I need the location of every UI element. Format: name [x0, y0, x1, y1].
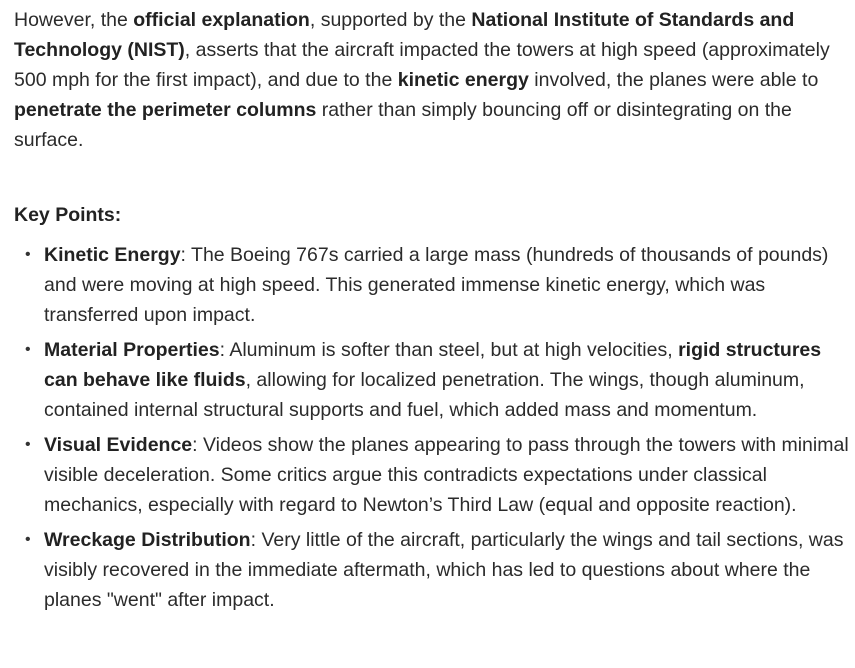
point-text: : Videos show the planes appearing to pass through the towers with minimal visible deceleration. Some critics argue this contradicts expectations under classical mechanics, especially with regard to Newton’s Third Law (equal and opposite reaction).: [44, 434, 849, 516]
intro-paragraph: [14, 5, 850, 155]
point-title: Material Properties: [44, 339, 220, 361]
bullet-icon: •: [25, 531, 31, 548]
point-title: Kinetic Energy: [44, 244, 181, 266]
point-title: Visual Evidence: [44, 434, 193, 456]
bullet-icon: •: [25, 436, 31, 453]
intro-bold-official-explanation: official explanation: [133, 9, 310, 31]
key-points-heading: Key Points:: [14, 204, 122, 226]
point-title: Wreckage Distribution: [44, 529, 251, 551]
point-text: : Aluminum is softer than steel, but at high velocities,: [219, 339, 679, 361]
intro-bold-nist: National Institute of Standards and Technology (NIST): [14, 9, 795, 61]
list-item: [25, 240, 850, 330]
bullet-icon: •: [25, 341, 31, 358]
bullet-icon: •: [25, 246, 31, 263]
intro-bold-penetrate: penetrate the perimeter columns: [14, 99, 317, 121]
intro-text-1: However, the: [14, 9, 134, 31]
point-text: : Very little of the aircraft, particularly the wings and tail sections, was visibly recovered in the immediate aftermath, which has led to questions about where the planes "went" after impact.: [44, 529, 844, 611]
point-text: : The Boeing 767s carried a large mass (hundreds of thousands of pounds) and were moving at high speed. This generated immense kinetic energy, which was transferred upon impact.: [44, 244, 829, 326]
list-item: [25, 430, 850, 520]
intro-text-2: , supported by the: [309, 9, 472, 31]
point-text: , allowing for localized penetration. The wings, though aluminum, contained internal structural supports and fuel, which added mass and momentum.: [44, 369, 805, 421]
intro-bold-kinetic-energy: kinetic energy: [397, 69, 529, 91]
list-item: [25, 525, 850, 615]
intro-text-5: rather than simply bouncing off or disintegrating on the surface.: [14, 99, 792, 151]
point-bold-phrase: rigid structures can behave like fluids: [44, 339, 822, 391]
intro-text-4: involved, the planes were able to: [528, 69, 819, 91]
list-item: [25, 335, 850, 425]
key-points-list: [14, 240, 850, 615]
intro-text-3: , asserts that the aircraft impacted the towers at high speed (approximately 500 mph for the first impact), and due to the: [14, 39, 830, 91]
